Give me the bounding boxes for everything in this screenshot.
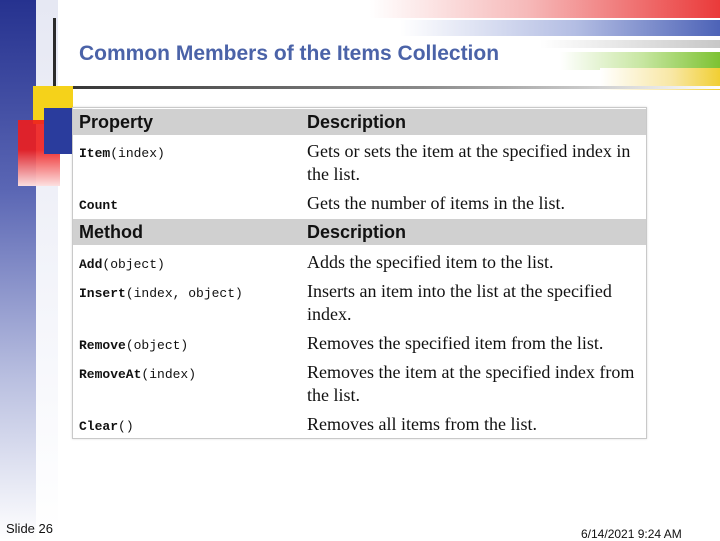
decorative-square-blue — [44, 108, 74, 154]
table-row-description: Gets the number of items in the list. — [307, 193, 565, 213]
method-header-row — [73, 219, 646, 245]
method-header-description: Description — [307, 222, 407, 242]
decorative-strip-red — [370, 0, 720, 18]
table-row-description: Removes the item at the specified index from the list. — [307, 362, 635, 405]
table-row-name: Clear() — [79, 419, 134, 434]
decorative-square-red-fade — [18, 150, 60, 186]
members-table — [72, 107, 647, 439]
table-row-name: Add(object) — [79, 257, 165, 272]
slide-title: Common Members of the Items Collection — [79, 42, 500, 65]
table-row-name: RemoveAt(index) — [79, 367, 197, 382]
table-row-description: Removes the specified item from the list. — [307, 333, 604, 353]
table-row-name: Count — [79, 198, 119, 213]
table-row-name: Remove(object) — [79, 338, 189, 353]
slide-number: Slide 26 — [6, 521, 53, 536]
decorative-strip-blue — [400, 20, 720, 36]
left-gradient-bar — [0, 0, 36, 540]
decorative-strip-grey — [540, 40, 720, 48]
property-header-row — [73, 109, 646, 135]
slide-datetime: 6/14/2021 9:24 AM — [581, 527, 682, 541]
table-row-description: Inserts an item into the list at the specified index. — [307, 281, 612, 324]
table-row-description: Gets or sets the item at the specified index in the list. — [307, 141, 631, 184]
method-header-name: Method — [79, 222, 143, 242]
title-underline — [60, 86, 720, 89]
table-row-description: Adds the specified item to the list. — [307, 252, 554, 272]
property-header-description: Description — [307, 112, 407, 132]
table-row-description: Removes all items from the list. — [307, 414, 537, 434]
table-row-name: Item(index) — [79, 146, 165, 161]
table-row-name: Insert(index, object) — [79, 286, 243, 301]
property-header-name: Property — [79, 112, 154, 132]
